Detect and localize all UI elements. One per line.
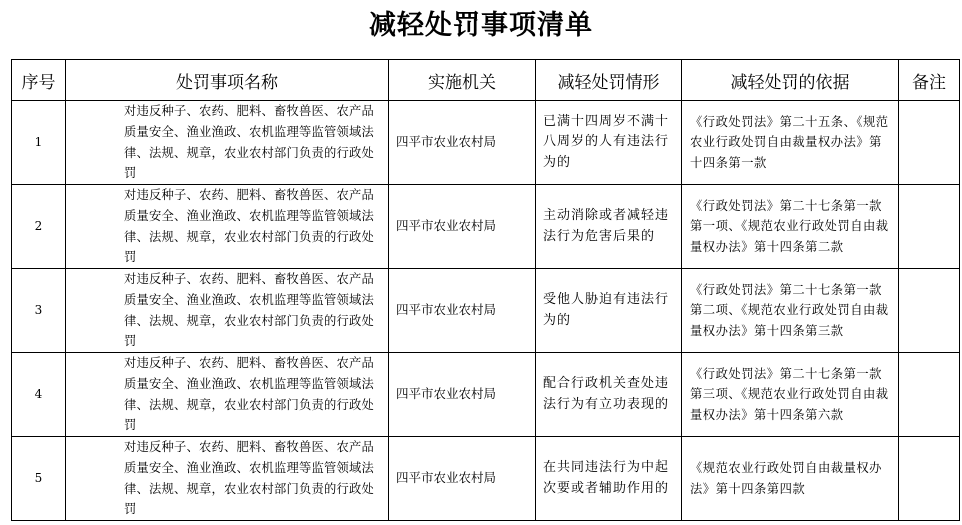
table-row [12,353,960,437]
page-title: 减轻处罚事项清单 [369,10,593,41]
table-row [12,437,960,521]
cell-basis: 《行政处罚法》第二十五条、《规范农业行政处罚自由裁量权办法》第十四条第一款 [682,101,899,185]
header-agency: 实施机关 [389,60,536,101]
cell-basis: 《行政处罚法》第二十七条第一款第三项、《规范农业行政处罚自由裁量权办法》第十四条第六款 [682,353,899,437]
cell-seq: 1 [12,101,66,185]
table-row [12,101,960,185]
cell-agency: 四平市农业农村局 [389,185,536,269]
cell-name: 对违反种子、农药、肥料、畜牧兽医、农产品质量安全、渔业渔政、农机监理等监管领域法律、法规、规章，农业农村部门负责的行政处罚 [66,269,389,353]
cell-name: 对违反种子、农药、肥料、畜牧兽医、农产品质量安全、渔业渔政、农机监理等监管领域法律、法规、规章，农业农村部门负责的行政处罚 [66,353,389,437]
cell-circumstance: 主动消除或者减轻违法行为危害后果的 [536,185,682,269]
cell-basis: 《行政处罚法》第二十七条第一款第一项、《规范农业行政处罚自由裁量权办法》第十四条第二款 [682,185,899,269]
penalty-table [11,59,960,521]
cell-remark [899,269,960,353]
header-basis: 减轻处罚的依据 [682,60,899,101]
cell-basis: 《行政处罚法》第二十七条第一款第二项、《规范农业行政处罚自由裁量权办法》第十四条第三款 [682,269,899,353]
header-row [12,60,960,101]
cell-circumstance: 在共同违法行为中起次要或者辅助作用的 [536,437,682,521]
cell-remark [899,353,960,437]
header-remark: 备注 [899,60,960,101]
cell-seq: 3 [12,269,66,353]
cell-seq: 4 [12,353,66,437]
cell-circumstance: 已满十四周岁不满十八周岁的人有违法行为的 [536,101,682,185]
header-seq: 序号 [12,60,66,101]
cell-remark [899,101,960,185]
table-row [12,185,960,269]
cell-seq: 5 [12,437,66,521]
cell-seq: 2 [12,185,66,269]
cell-circumstance: 受他人胁迫有违法行为的 [536,269,682,353]
cell-circumstance: 配合行政机关查处违法行为有立功表现的 [536,353,682,437]
cell-agency: 四平市农业农村局 [389,269,536,353]
cell-remark [899,185,960,269]
cell-name: 对违反种子、农药、肥料、畜牧兽医、农产品质量安全、渔业渔政、农机监理等监管领域法律、法规、规章，农业农村部门负责的行政处罚 [66,101,389,185]
table-row [12,269,960,353]
cell-basis: 《规范农业行政处罚自由裁量权办法》第十四条第四款 [682,437,899,521]
cell-name: 对违反种子、农药、肥料、畜牧兽医、农产品质量安全、渔业渔政、农机监理等监管领域法律、法规、规章，农业农村部门负责的行政处罚 [66,437,389,521]
cell-agency: 四平市农业农村局 [389,101,536,185]
header-name: 处罚事项名称 [66,60,389,101]
cell-name: 对违反种子、农药、肥料、畜牧兽医、农产品质量安全、渔业渔政、农机监理等监管领域法律、法规、规章，农业农村部门负责的行政处罚 [66,185,389,269]
cell-agency: 四平市农业农村局 [389,437,536,521]
cell-agency: 四平市农业农村局 [389,353,536,437]
cell-remark [899,437,960,521]
header-circumstance: 减轻处罚情形 [536,60,682,101]
